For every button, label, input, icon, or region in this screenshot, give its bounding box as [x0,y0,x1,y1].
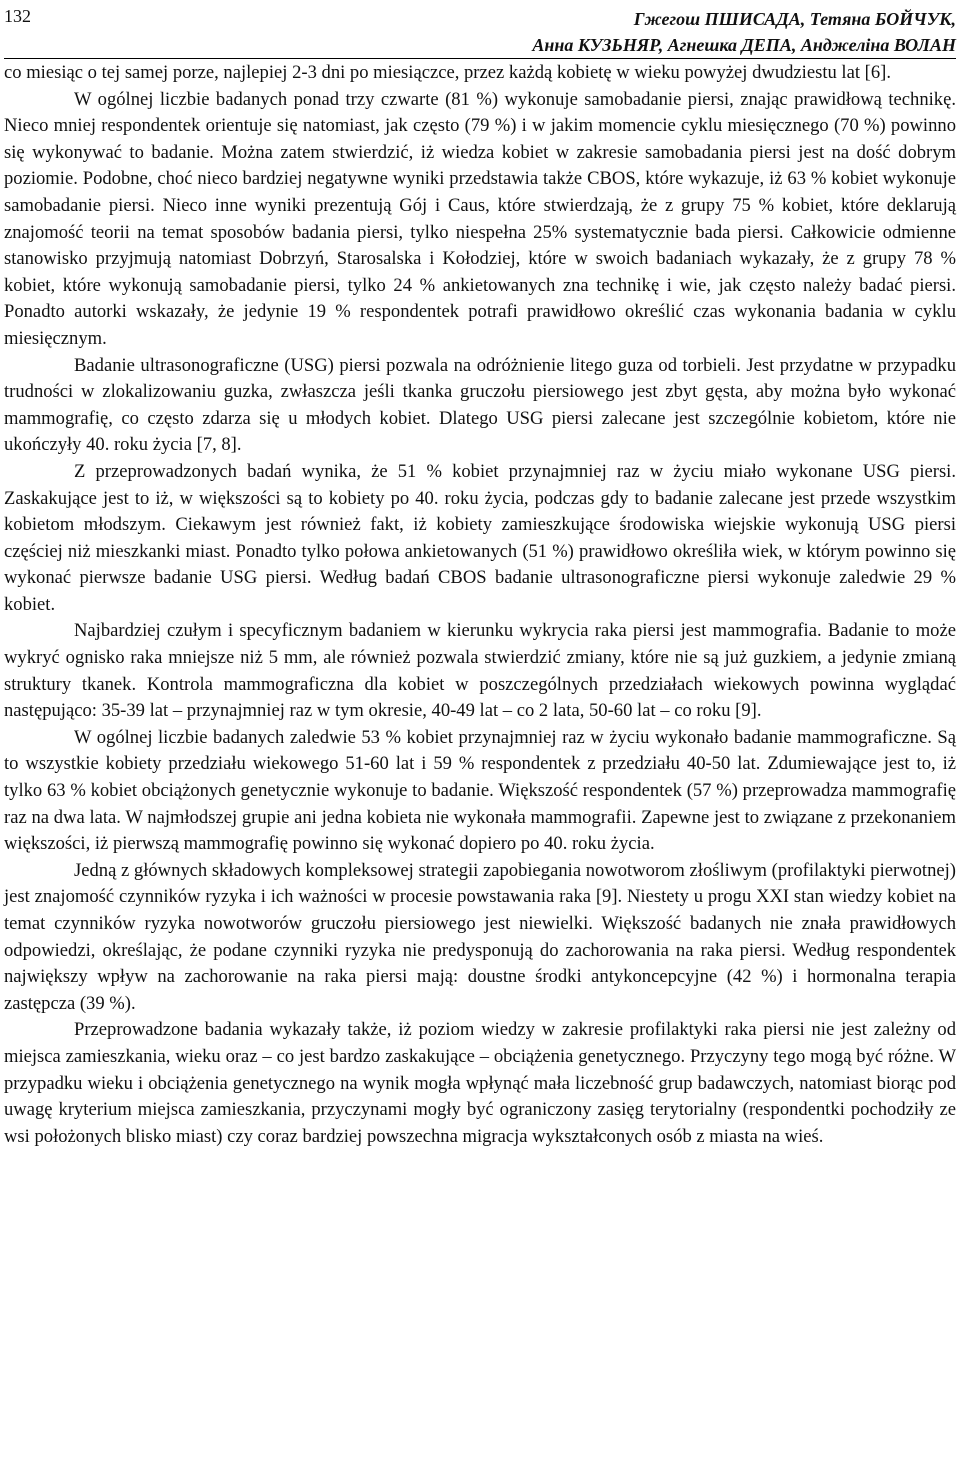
paragraph-usg-results: Z przeprowadzonych badań wynika, że 51 % kobiet przynajmniej raz w życiu miało wykonane USG piersi. Zaskakujące jest to iż, w większości są to kobiety po 40. roku życia, podczas gdy to badanie zalecane jest przede wszystkim kobietom młodszym. Ciekawym jest również fakt, iż kobiety zamieszkujące środowiska wiejskie wykonują USG piersi częściej niż mieszkanki miast. Ponadto tylko połowa ankietowanych (51 %) prawidłowo określiła wiek, w którym powinno się wykonać pierwsze badanie USG piersi. Według badań CBOS badanie ultrasonograficzne piersi wykonuje zaledwie 29 % kobiet. [4,460,956,615]
authors-header [532,6,956,58]
paragraph-self-examination: W ogólnej liczbie badanych ponad trzy czwarte (81 %) wykonuje samobadanie piersi, znając prawidłową technikę. Nieco mniej respondentek orientuje się natomiast, jak często (79 %) i w jakim momencie cyklu miesięcznego (70 %) powinno się wykonywać to badanie. Można zatem stwierdzić, iż wiedza kobiet w zakresie samobadania piersi jest na dość dobrym poziomie. Podobne, choć nieco bardziej negatywne wyniki przedstawia także CBOS, które wykazuje, iż 63 % kobiet wykonuje samobadanie piersi. Nieco inne wyniki prezentują Gój i Caus, które stwierdzają, że z grupy 75 % kobiet, które deklarują znajomość teorii na temat sposobów badania piersi, tylko niespełna 25% systematycznie bada piersi. Całkowicie odmienne stanowisko przyjmują natomiast Dobrzyń, Starosalska i Kołodziej, które w swoich badaniach wykazały, że z grupy 78 % kobiet, które wykonują samobadanie piersi, tylko 24 % ankietowanych zna technikę i wie, jak często należy badać piersi. Ponadto autorki wskazały, że jedynie 19 % respondentek potrafi prawidłowo określić czas wykonania badania w cyklu miesięcznym. [4,88,956,349]
paragraph-mammography-intro: Najbardziej czułym i specyficznym badaniem w kierunku wykrycia raka piersi jest mammografia. Badanie to może wykryć ognisko raka mniejsze niż 5 mm, ale również pozwala stwierdzić zmiany, które nie są już guzkiem, a jedynie zmianą struktury tkanek. Kontrola mammograficzna dla kobiet w poszczególnych przedziałach wiekowych powinna wyglądać następująco: 35-39 lat – przynajmniej raz w tym okresie, 40-49 lat – co 2 lata, 50-60 lat – co roku [9]. [4,620,956,722]
paragraph-mammography-results: W ogólnej liczbie badanych zaledwie 53 % kobiet przynajmniej raz w życiu wykonało badanie mammograficzne. Są to wszystkie kobiety przedziału wiekowego 51-60 lat i 59 % respondentek z przedziału 40-50 lat. Zdumiewające jest to, iż tylko 63 % kobiet obciążonych genetycznie wykonuje to badanie. Większość respondentek (57 %) przeprowadza mammografię raz na dwa lata. W najmłodszej grupie ani jedna kobieta nie wykonała mammografii. Zapewne jest to związane z przekonaniem większości, iż pierwszą mammografię powinno się wykonać dopiero po 40. roku życia. [4,726,956,855]
paragraph-usg-intro: Badanie ultrasonograficzne (USG) piersi pozwala na odróżnienie litego guza od torbieli. Jest przydatne w przypadku trudności w zlokalizowaniu guzka, zwłaszcza jeśli tkanka gruczołu piersiowego jest zbyt gęsta, aby można było wykonać mammografię, co często zdarza się u młodych kobiet. Dlatego USG piersi zalecane jest szczególnie kobietom, które nie ukończyły 40. roku życia [7, 8]. [4,354,956,456]
document-page [4,2,956,1150]
authors-line-2: Анна КУЗЬНЯР, Агнешка ДЕПА, Анджеліна ВОЛАН [532,35,956,55]
authors-line-1: Гжегош ПШИСАДА, Тетяна БОЙЧУК, [633,9,956,29]
page-number: 132 [4,6,31,26]
paragraph-risk-factors: Jedną z głównych składowych kompleksowej strategii zapobiegania nowotworom złośliwym (profilaktyki pierwotnej) jest znajomość czynników ryzyka i ich ważności w procesie powstawania raka [9]. Niestety u progu XXI stan wiedzy kobiet na temat czynników ryzyka nowotworów gruczołu piersiowego jest niewielki. Większość badanych nie znała prawidłowych odpowiedzi, określając, że podane czynniki ryzyka nie predysponują do zachorowania na raka piersi. Według respondentek największy wpływ na zachorowanie na raka piersi mają: doustne środki antykoncepcyjne (42 %) i hormonalna terapia zastępcza (39 %). [4,859,956,1014]
paragraph-continuation: co miesiąc o tej samej porze, najlepiej 2-3 dni po miesiączce, przez każdą kobietę w wieku powyżej dwudziestu lat [6]. [4,62,891,83]
paragraph-conclusions: Przeprowadzone badania wykazały także, iż poziom wiedzy w zakresie profilaktyki raka piersi nie jest zależny od miejsca zamieszkania, wieku oraz – co jest bardzo zaskakujące – obciążenia genetycznego. Przyczyny tego mogą być różne. W przypadku wieku i obciążenia genetycznego na wynik mogła wpłynąć mała liczebność grup badawczych, natomiast biorąc pod uwagę kryterium miejsca zamieszkania, przyczynami mogły być ograniczony zasięg terytorialny (respondentki pochodziły ze wsi położonych blisko miast) czy coraz bardziej powszechna migracja wykształconych osób z miasta na wieś. [4,1019,956,1147]
article-body [4,60,956,1150]
running-header [4,2,956,59]
